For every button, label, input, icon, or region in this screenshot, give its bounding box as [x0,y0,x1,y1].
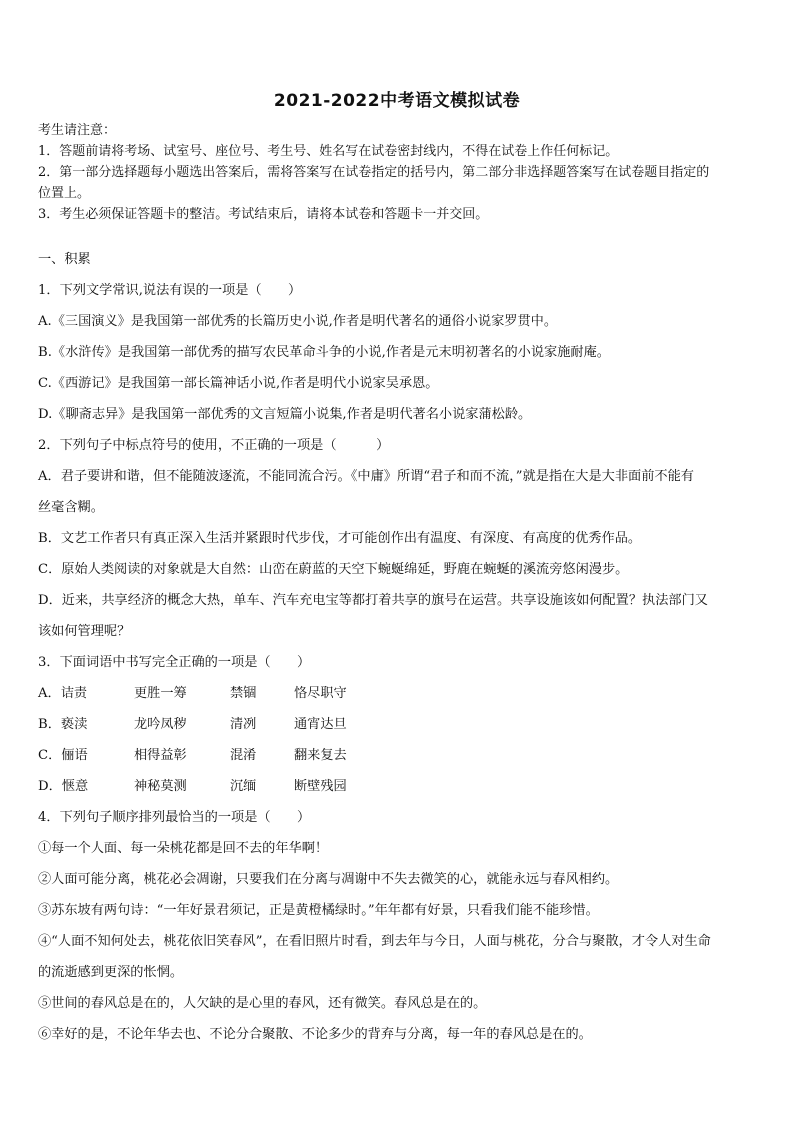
question-2-option-d-cont: 该如何管理呢？ [38,624,131,639]
option-word: 通宵达旦 [294,717,347,732]
question-1-option-b: B.《水浒传》是我国第一部优秀的描写农民革命斗争的小说,作者是元末明初著名的小说家施耐庵。 [38,345,610,360]
question-3-option-a [38,678,760,709]
exam-title: 2021-2022中考语文模拟试卷 [273,91,521,111]
notice-item: 位置上。 [38,186,91,201]
question-2-option-c: C．原始人类阅读的对象就是大自然：山峦在蔚蓝的天空下蜿蜒绵延，野鹿在蜿蜒的溪流旁悠闲漫步。 [38,562,629,577]
option-word: 神秘莫测 [134,779,187,794]
option-word: 清冽 [230,717,257,732]
question-2-option-a-cont: 丝毫含糊。 [38,500,104,515]
option-word: 断壁残园 [294,779,347,794]
question-1-option-a: A.《三国演义》是我国第一部优秀的长篇历史小说,作者是明代著名的通俗小说家罗贯中。 [38,314,558,329]
option-label: C．俪语 [38,748,88,763]
option-label: D．惬意 [38,779,89,794]
question-2-option-d: D．近来，共享经济的概念大热，单车、汽车充电宝等都打着共享的旗号在运营。共享设施该如何配置？执法部门又 [38,593,708,608]
question-3-stem: 3．下面词语中书写完全正确的一项是（ ） [38,655,311,670]
option-label: A．诘责 [38,686,88,701]
option-word: 恪尽职守 [294,686,347,701]
option-word: 翻来复去 [294,748,347,763]
option-word: 禁锢 [230,686,257,701]
question-4-sentence-3: ③苏东坡有两句诗：“一年好景君须记，正是黄橙橘绿时。”年年都有好景，只看我们能不能珍惜。 [38,903,599,918]
section-heading: 一、积累 [38,252,91,267]
option-word: 沉缅 [230,779,257,794]
notice-heading: 考生请注意： [38,123,117,138]
exam-body [38,244,760,1050]
option-label: B．亵渎 [38,717,88,732]
question-2-option-a: A．君子要讲和谐，但不能随波逐流，不能同流合污。《中庸》所谓“君子和而不流，”就是指在大是大非面前不能有 [38,469,694,484]
question-4-sentence-4-cont: 的流逝感到更深的怅惘。 [38,965,184,980]
notice-item: 3．考生必须保证答题卡的整洁。考试结束后，请将本试卷和答题卡一并交回。 [38,207,489,222]
question-4-sentence-2: ②人面可能分离，桃花必会凋谢，只要我们在分离与凋谢中不失去微笑的心，就能永远与春风相约。 [38,872,619,887]
question-3-option-b [38,709,760,740]
option-word: 混淆 [230,748,257,763]
question-2-stem: 2．下列句子中标点符号的使用，不正确的一项是（ ） [38,438,390,453]
question-4-sentence-6: ⑥幸好的是，不论年华去也、不论分合聚散、不论多少的背弃与分离，每一年的春风总是在的。 [38,1027,592,1042]
question-1-option-d: D.《聊斋志异》是我国第一部优秀的文言短篇小说集,作者是明代著名小说家蒲松龄。 [38,407,532,422]
question-3-option-c [38,740,760,771]
notice-item: 2．第一部分选择题每小题选出答案后，需将答案写在试卷指定的括号内，第二部分非选择题答案写在试卷题目指定的 [38,165,710,180]
option-word: 相得益彰 [134,748,187,763]
question-1-option-c: C.《西游记》是我国第一部长篇神话小说,作者是明代小说家吴承恩。 [38,376,439,391]
notice-item: 1．答题前请将考场、试室号、座位号、考生号、姓名写在试卷密封线内，不得在试卷上作任何标记。 [38,144,619,159]
question-4-stem: 4．下列句子顺序排列最恰当的一项是（ ） [38,810,311,825]
question-2-option-b: B．文艺工作者只有真正深入生活并紧跟时代步伐，才可能创作出有温度、有深度、有高度的优秀作品。 [38,531,642,546]
question-4-sentence-1: ①每一个人面、每一朵桃花都是回不去的年华啊！ [38,841,329,856]
option-word: 更胜一筹 [134,686,187,701]
question-3-option-d [38,771,760,802]
question-1-stem: 1．下列文学常识,说法有误的一项是（ ） [38,283,302,298]
question-4-sentence-4: ④“人面不知何处去，桃花依旧笑春风”，在看旧照片时看，到去年与今日，人面与桃花，分合与聚散，才令人对生命 [38,934,711,949]
question-4-sentence-5: ⑤世间的春风总是在的，人欠缺的是心里的春风，还有微笑。春风总是在的。 [38,996,487,1011]
option-word: 龙吟凤秽 [134,717,187,732]
candidate-notice [38,120,760,225]
